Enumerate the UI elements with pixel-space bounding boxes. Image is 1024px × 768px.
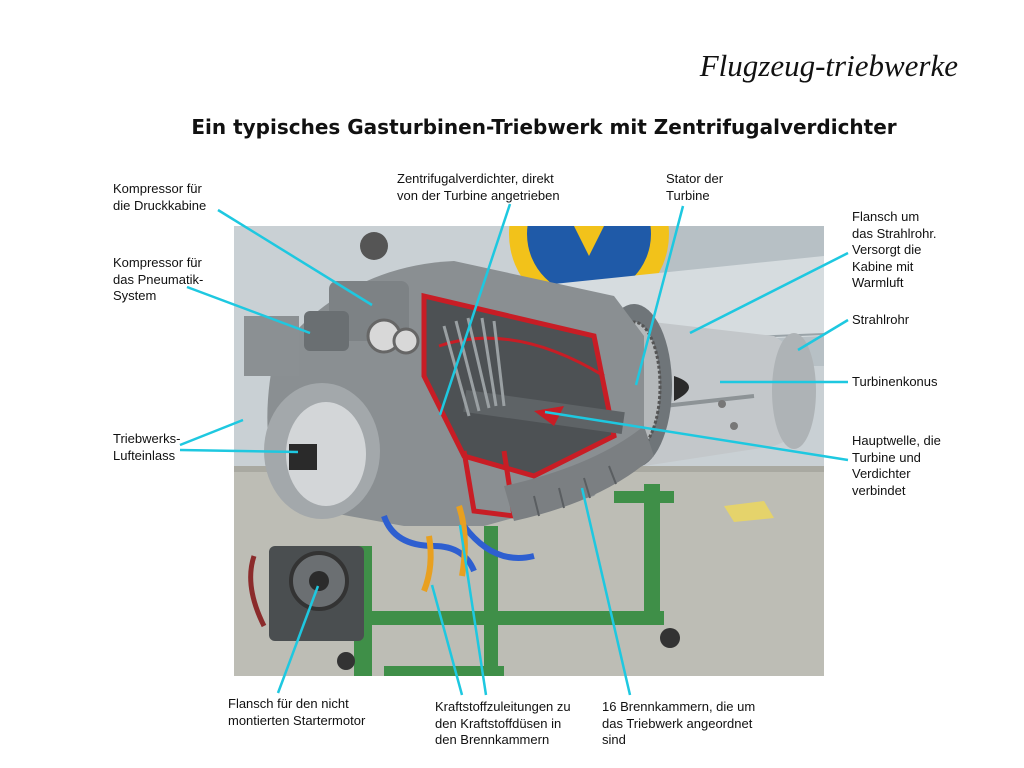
label-flansch-strahlrohr: Flansch um das Strahlrohr. Versorgt die Kabine mit Warmluft — [852, 209, 937, 290]
label-kompressor-pneumatik: Kompressor für das Pneumatik- System — [113, 255, 204, 303]
leader-stator — [636, 206, 683, 385]
leader-strahlrohr — [798, 320, 848, 350]
label-triebwerks-lufteinlass: Triebwerks- Lufteinlass — [113, 431, 181, 463]
leader-startermotor — [278, 586, 318, 693]
label-stator-turbine: Stator der Turbine — [666, 171, 724, 203]
label-kraftstoffzuleitungen: Kraftstoffzuleitungen zu den Kraftstoffdüsen in den Brennkammern — [435, 699, 571, 747]
label-turbinenkonus: Turbinenkonus — [852, 374, 938, 389]
leader-zentrifugalverdichter — [440, 204, 510, 415]
label-strahlrohr: Strahlrohr — [852, 312, 910, 327]
slide-title: Flugzeug-triebwerke — [699, 48, 958, 83]
label-kompressor-druckkabine: Kompressor für die Druckkabine — [113, 181, 207, 213]
label-zentrifugalverdichter: Zentrifugalverdichter, direkt von der Turbine angetrieben — [397, 171, 560, 203]
leader-flansch-strahlrohr — [690, 253, 848, 333]
leader-pneumatik — [187, 287, 310, 333]
leader-lufteinlass-2 — [180, 450, 298, 452]
label-hauptwelle: Hauptwelle, die Turbine und Verdichter verbindet — [852, 433, 941, 498]
leader-lufteinlass-1 — [180, 420, 243, 445]
leader-druckkabine — [218, 210, 372, 305]
slide-subtitle: Ein typisches Gasturbinen-Triebwerk mit Zentrifugalverdichter — [191, 115, 897, 139]
label-brennkammern: 16 Brennkammern, die um das Triebwerk angeordnet sind — [602, 699, 756, 747]
leader-kraftstoff-1 — [460, 525, 486, 695]
leader-kraftstoff-2 — [432, 585, 462, 695]
leader-hauptwelle — [545, 412, 848, 460]
leader-brennkammern — [582, 488, 630, 695]
label-flansch-startermotor: Flansch für den nicht montierten Startermotor — [228, 696, 366, 728]
